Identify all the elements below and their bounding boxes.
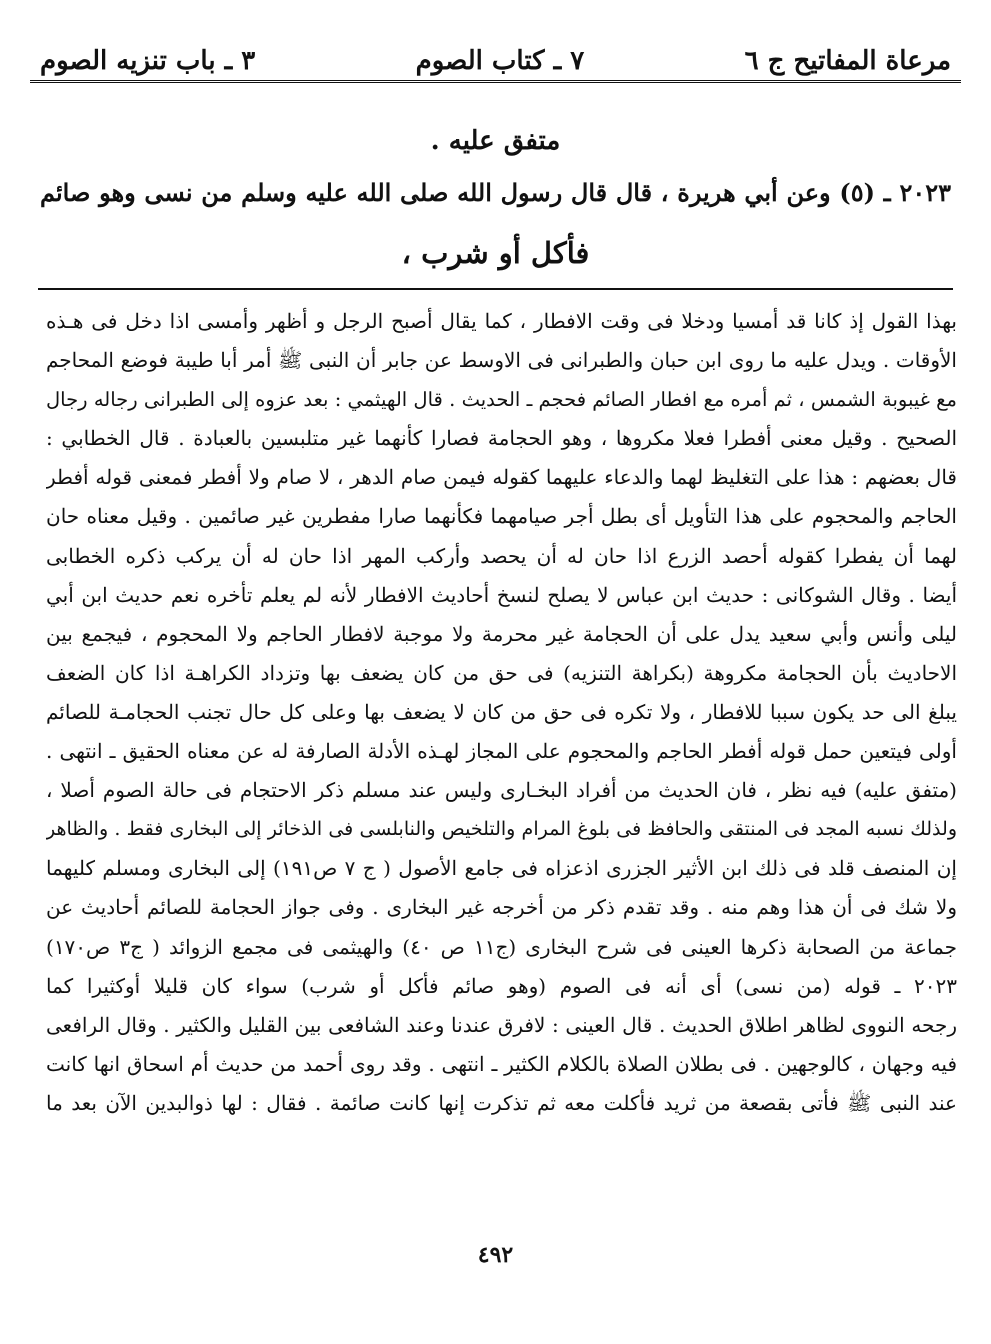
hadith-text-line-1: ٢٠٢٣ ـ (٥) وعن أبي هريرة ، قال قال رسول الله صلى الله عليه وسلم من نسى وهو صائم [40,178,951,207]
commentary-line: ليلى وأنس وأبي سعيد يدل على أن الحجامة غير محرمة ولا موجبة لافطار الحاجم ولا المحجوم ، فيجمع بين [46,621,957,646]
running-header [30,18,961,76]
commentary-body [46,302,957,1123]
commentary-line: ولذلك نسبه المجد فى المنتقى والحافظ فى بلوغ المرام والتلخيص والنابلسى فى الذخائر إلى البخارى فقط . والظاهر [46,818,957,841]
commentary-line: (متفق عليه) فيه نظر ، فان الحديث من أفراد البخـارى وليس عند مسلم ذكر الاحتجام فى حالة الصوم أصلا ، [46,778,957,803]
commentary-line: رجحه النووى لظاهر اطلاق الحديث . قال العينى : لافرق عندنا وعند الشافعى بين القليل والكثير . وقال الرافعى [46,1012,957,1037]
hadith-text-line-2: فأكل أو شرب ، [401,236,590,270]
page-number: ٤٩٢ [477,1242,514,1268]
header-book-title: مرعاة المفاتيح ج ٦ [744,46,951,76]
commentary-line: ٢٠٢٣ ـ قوله (من نسى) أى أنه فى الصوم (وهو صائم فأكل أو شرب) سواء كان قليلا أوكثيرا كما [46,973,957,998]
header-chapter: ٧ ـ كتاب الصوم [415,46,585,76]
commentary-line: ولا شك فى أن هذا وهم منه . وقد تقدم ذكر من أخرجه غير البخارى . وفى جواز الحجامة للصائم أحاديث عن [46,895,957,920]
commentary-line: بهذا القول إذ كانا قد أمسيا ودخلا فى وقت الافطار ، كما يقال أصبح الرجل و أظهر وأمسى اذا دخل فى هـذه [46,309,957,333]
commentary-line: مع غيبوبة الشمس ، ثم أمره مع افطار الصائم فحجم ـ الحديث . قال الهيثمي : بعد عزوه إلى الطبرانى رجاله رجال [46,388,957,412]
commentary-line: الحاجم والمحجوم على هذا التأويل أى بطل أجر صيامهما فكأنهما صارا مفطرين غير صائمين . وقيل معناه حان [46,504,957,529]
commentary-line: الصحيح . وقيل معنى أفطرا فعلا مكروها ، وهو الحجامة فصارا كأنهما غير متلبسين بالعبادة . قال الخطابي : [46,426,957,451]
commentary-line: فيه وجهان ، كالوجهين . فى بطلان الصلاة بالكلام الكثير ـ انتهى . وقد روى أحمد من حديث أم اسحاق انها كانت [46,1051,957,1076]
commentary-line: عند النبى ﷺ فأتى بقصعة من ثريد فأكلت معه ثم تذكرت إنها كانت صائمة . فقال : لها ذوالبدين الآن بعد ما [46,1090,957,1115]
muttafaq-label: متفق عليه . [430,126,561,156]
commentary-line: لهما أن يفطرا كقوله أحصد الزرع اذا حان له أن يحصد وأركب المهر اذا حان له أن يركب ذكره الخطابى [46,543,957,568]
commentary-separator-rule [38,288,953,290]
commentary-line: إن المنصف قلد فى ذلك ابن الأثير الجزرى اذعزاه فى جامع الأصول ( ج ٧ ص١٩١) إلى البخارى ومسلم كليهما [46,856,957,881]
commentary-line: يبلغ الى حد يكون سببا للافطار ، ولا تكره فى حق من كان لا يضعف بها وعلى كل حال تجنب الحجامـة للصائم [46,699,957,724]
commentary-line: الاحاديث بأن الحجامة مكروهة (بكراهة التنزيه) فى حق من كان يضعف بها وتزداد الكراهـة اذا كان الضعف [46,660,957,685]
commentary-line: الأوقات . ويدل عليه ما روى ابن حبان والطبرانى فى الاوسط عن جابر أن النبى ﷺ أمر أبا طيبة فوضع المحاجم [46,348,957,373]
commentary-line: أولى فيتعين حمل قوله أفطر الحاجم والمحجوم على المجاز لهـذه الأدلة الصارفة له عن معناه الحقيق ـ انتهى . [46,739,957,764]
commentary-line: جماعة من الصحابة ذكرها العينى فى شرح البخارى (ج١١ ص ٤٠) والهيثمى فى مجمع الزوائد ( ج٣ ص١٧٠) [46,934,957,959]
commentary-line: أيضا . وقال الشوكانى : حديث ابن عباس لا يصلح لنسخ أحاديث الافطار لأنه لم يعلم تأخره نعم حديث ابن أبي [46,582,957,607]
header-rule [30,80,961,83]
header-section: ٣ ـ باب تنزيه الصوم [40,46,256,76]
commentary-line: قال بعضهم : هذا على التغليظ لهما والدعاء عليهما كقوله فيمن صام الدهر ، لا صام ولا أفطر فمعنى قوله أفطر [46,465,957,490]
